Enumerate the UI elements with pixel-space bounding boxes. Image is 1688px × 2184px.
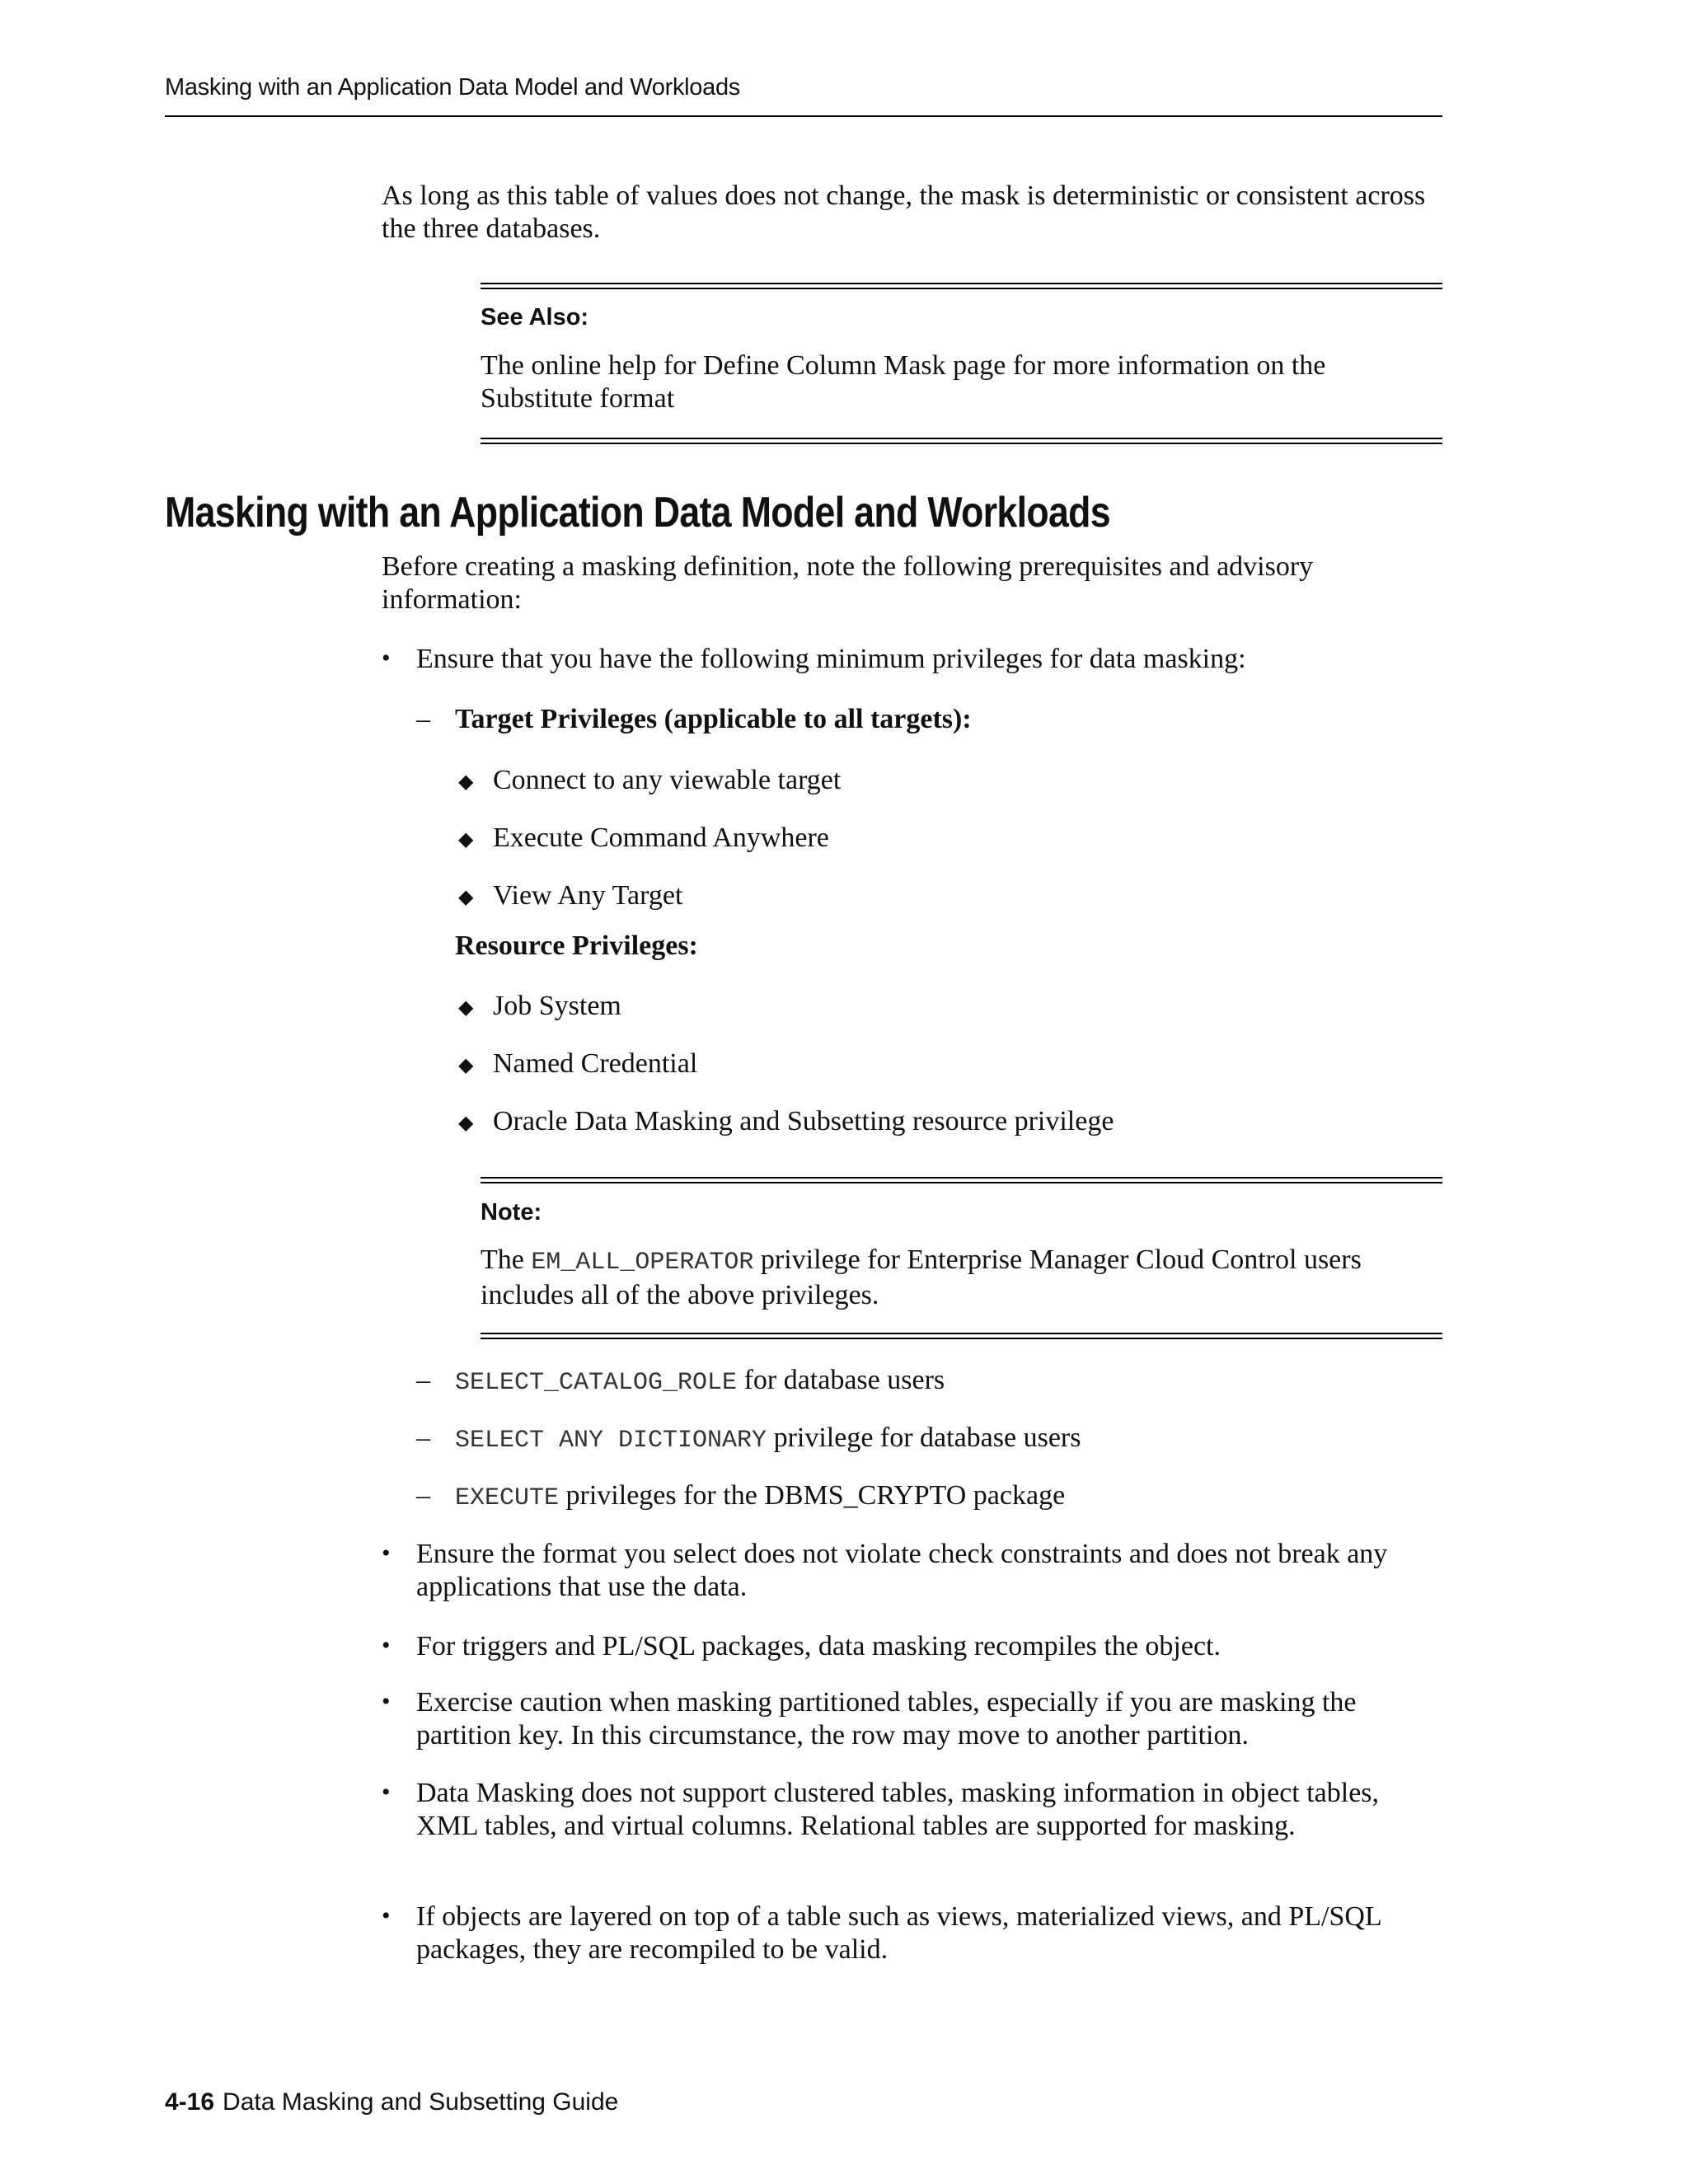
diamond-marker: ◆ <box>458 771 474 793</box>
target-privileges-label: Target Privileges (applicable to all targets): <box>455 704 972 734</box>
bullet-item: Ensure the format you select does not violate check constraints and does not break any applications that use the data. <box>416 1539 1388 1602</box>
note-code: EM_ALL_OPERATOR <box>531 1249 754 1277</box>
note-text <box>481 1244 1441 1312</box>
dash-item-text: privilege for database users <box>767 1422 1081 1453</box>
page-number: 4-16 <box>165 2088 215 2116</box>
page-footer <box>165 2088 618 2116</box>
bullet-privileges-intro: Ensure that you have the following minimum privileges for data masking: <box>416 644 1246 674</box>
dash-marker: – <box>416 704 430 734</box>
dash-item-text: for database users <box>737 1365 945 1395</box>
bullet-marker: • <box>382 1540 391 1567</box>
bullet-item: Exercise caution when masking partitioned tables, especially if you are masking the partition key. In this circumstance, the row may move to another partition. <box>416 1687 1357 1750</box>
resource-privilege-item: Job System <box>493 991 621 1021</box>
target-privilege-item: Connect to any viewable target <box>493 765 842 795</box>
note-top-rule <box>481 1177 1442 1183</box>
dash-item-code: SELECT ANY DICTIONARY <box>455 1427 767 1455</box>
bullet-item: For triggers and PL/SQL packages, data masking recompiles the object. <box>416 1631 1221 1661</box>
diamond-marker: ◆ <box>458 887 474 908</box>
dash-item <box>455 1422 1081 1457</box>
running-header: Masking with an Application Data Model and Workloads <box>165 74 740 101</box>
target-privilege-item: View Any Target <box>493 880 683 911</box>
note-bottom-rule <box>481 1333 1442 1339</box>
see-also-top-rule <box>481 283 1442 289</box>
bullet-marker: • <box>382 1902 391 1929</box>
resource-privilege-item: Named Credential <box>493 1048 698 1079</box>
bullet-item: Data Masking does not support clustered tables, masking information in object tables, XML tables, and virtual columns. Relational tables are supported for masking. <box>416 1778 1380 1841</box>
dash-item-code: EXECUTE <box>455 1484 560 1512</box>
target-privilege-item: Execute Command Anywhere <box>493 823 829 853</box>
diamond-marker: ◆ <box>458 829 474 851</box>
dash-marker: – <box>416 1422 430 1453</box>
section-title: Masking with an Application Data Model and Workloads <box>165 489 1110 537</box>
dash-item-text: privileges for the DBMS_CRYPTO package <box>559 1480 1066 1511</box>
diamond-marker: ◆ <box>458 1113 474 1134</box>
bullet-marker: • <box>382 1632 391 1659</box>
book-title: Data Masking and Subsetting Guide <box>223 2088 619 2116</box>
dash-item-code: SELECT_CATALOG_ROLE <box>455 1369 738 1397</box>
diamond-marker: ◆ <box>458 997 474 1019</box>
bullet-marker: • <box>382 1688 391 1715</box>
note-text-after: privilege for Enterprise Manager Cloud Control users includes all of the above privileges. <box>481 1244 1362 1310</box>
resource-privilege-item: Oracle Data Masking and Subsetting resource privilege <box>493 1106 1114 1137</box>
dash-item <box>455 1364 945 1399</box>
see-also-label: See Also: <box>481 304 589 330</box>
bullet-item: If objects are layered on top of a table such as views, materialized views, and PL/SQL packages, they are recompiled to be valid. <box>416 1901 1381 1965</box>
resource-privileges-label: Resource Privileges: <box>455 930 698 961</box>
see-also-bottom-rule <box>481 438 1442 444</box>
section-intro: Before creating a masking definition, note the following prerequisites and advisory information: <box>382 551 1314 615</box>
diamond-marker: ◆ <box>458 1055 474 1076</box>
header-rule <box>165 115 1442 117</box>
see-also-text: The online help for Define Column Mask page for more information on the Substitute format <box>481 350 1326 414</box>
intro-paragraph: As long as this table of values does not change, the mask is deterministic or consistent across the three databases. <box>382 180 1426 244</box>
dash-marker: – <box>416 1365 430 1395</box>
bullet-marker: • <box>382 644 391 672</box>
note-label: Note: <box>481 1199 542 1226</box>
dash-item <box>455 1479 1065 1515</box>
bullet-marker: • <box>382 1779 391 1806</box>
dash-marker: – <box>416 1480 430 1511</box>
note-text-before: The <box>481 1244 532 1275</box>
